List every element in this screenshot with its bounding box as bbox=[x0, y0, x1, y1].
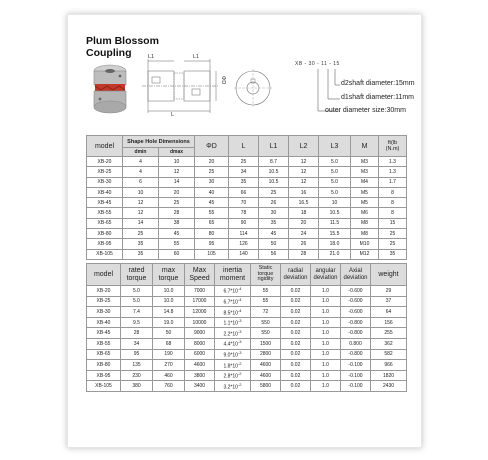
table-cell: $2.8*10^{-2}$ bbox=[215, 370, 251, 381]
col-l2: L2 bbox=[289, 136, 319, 157]
dim-l: L bbox=[171, 112, 175, 118]
table-cell: XB-45 bbox=[87, 198, 123, 208]
table-cell: 2800 bbox=[251, 349, 281, 360]
table-cell: $8.5*10^{-4}$ bbox=[215, 307, 251, 318]
table-cell: 56 bbox=[259, 249, 289, 259]
table-cell: $3.2*10^{-2}$ bbox=[215, 381, 251, 392]
table-cell: 10 bbox=[123, 187, 159, 197]
table-cell: M5 bbox=[351, 187, 379, 197]
table-cell: 14 bbox=[159, 177, 195, 187]
col-l3: L3 bbox=[319, 136, 351, 157]
table-cell: 35 bbox=[259, 218, 289, 228]
table-cell: 30 bbox=[195, 177, 229, 187]
table-row bbox=[87, 229, 407, 239]
table-cell: -0.100 bbox=[341, 381, 371, 392]
table-cell: 0.02 bbox=[281, 307, 311, 318]
table-cell: XB-25 bbox=[87, 296, 121, 307]
col-dmin: dmin bbox=[123, 148, 159, 157]
table-cell: 3400 bbox=[185, 381, 215, 392]
col-header: model bbox=[87, 264, 121, 286]
table-cell: 582 bbox=[371, 349, 407, 360]
table-cell: 29 bbox=[371, 286, 407, 297]
table-cell: XB-65 bbox=[87, 218, 123, 228]
table-cell: XB-105 bbox=[87, 249, 123, 259]
col-header: radial deviation bbox=[281, 264, 311, 286]
table-cell: 1.0 bbox=[311, 286, 341, 297]
table-cell: 64 bbox=[371, 307, 407, 318]
table-cell: 2430 bbox=[371, 381, 407, 392]
table-cell: 10.0 bbox=[153, 296, 185, 307]
table-row bbox=[87, 328, 407, 339]
table-cell: 7000 bbox=[185, 286, 215, 297]
table-cell: -0.800 bbox=[341, 317, 371, 328]
table-cell: 5.0 bbox=[319, 157, 351, 167]
table-cell: 1500 bbox=[251, 338, 281, 349]
table-cell: -0.600 bbox=[341, 296, 371, 307]
table-cell: -0.100 bbox=[341, 370, 371, 381]
table-cell: 60 bbox=[159, 249, 195, 259]
table-cell: 30 bbox=[259, 208, 289, 218]
table-cell: 34 bbox=[229, 167, 259, 177]
table-cell: XB-30 bbox=[87, 307, 121, 318]
table-cell: 11.5 bbox=[319, 218, 351, 228]
table-cell: 28 bbox=[121, 328, 153, 339]
table-cell: 5.0 bbox=[121, 286, 153, 297]
performance-table bbox=[86, 263, 407, 392]
table-cell: 26 bbox=[289, 239, 319, 249]
table-cell: M3 bbox=[351, 167, 379, 177]
col-ftlb: ft(lb (N.m) bbox=[379, 136, 407, 157]
table-cell: 18.0 bbox=[319, 239, 351, 249]
table-cell: XB-40 bbox=[87, 317, 121, 328]
table-row bbox=[87, 177, 407, 187]
model-code: XB - 30 - 11 - 15 bbox=[295, 61, 340, 67]
table-cell: 17000 bbox=[185, 296, 215, 307]
coupling-illustration bbox=[86, 61, 134, 117]
note-d1: d1shaft diameter:11mm bbox=[341, 94, 415, 101]
table-cell: 70 bbox=[229, 198, 259, 208]
table-cell: 37 bbox=[371, 296, 407, 307]
table-cell: 9000 bbox=[185, 328, 215, 339]
table-cell: XB-80 bbox=[87, 229, 123, 239]
col-header: inertia moment bbox=[215, 264, 251, 286]
table-cell: 4600 bbox=[185, 360, 215, 371]
table-row bbox=[87, 187, 407, 197]
table-row bbox=[87, 317, 407, 328]
col-header: Axial deviation bbox=[341, 264, 371, 286]
table-cell: 10 bbox=[159, 157, 195, 167]
table-cell: 12 bbox=[123, 208, 159, 218]
table-cell: 8000 bbox=[185, 338, 215, 349]
table-cell: 1.0 bbox=[311, 381, 341, 392]
table-cell: 105 bbox=[195, 249, 229, 259]
table-cell: 270 bbox=[153, 360, 185, 371]
coupling-side-drawing bbox=[138, 53, 228, 125]
table-cell: $6.7*10^{-4}$ bbox=[215, 296, 251, 307]
table-cell: M3 bbox=[351, 157, 379, 167]
table-cell: 25 bbox=[123, 229, 159, 239]
table-cell: 0.02 bbox=[281, 381, 311, 392]
table-cell: XB-80 bbox=[87, 360, 121, 371]
table-cell: 135 bbox=[121, 360, 153, 371]
table-cell: 34 bbox=[121, 338, 153, 349]
table-cell: 15 bbox=[379, 218, 407, 228]
table-cell: 18 bbox=[289, 208, 319, 218]
table-cell: $6.7*10^{-4}$ bbox=[215, 286, 251, 297]
product-title-line1: Plum Blossom bbox=[86, 35, 159, 47]
table-cell: 1.7 bbox=[379, 177, 407, 187]
dimensions-table bbox=[86, 135, 407, 260]
table-cell: 4600 bbox=[251, 360, 281, 371]
table-cell: 12 bbox=[289, 177, 319, 187]
table-cell: 21.0 bbox=[319, 249, 351, 259]
table-cell: 7.4 bbox=[121, 307, 153, 318]
table-cell: 25 bbox=[379, 239, 407, 249]
table-cell: XB-30 bbox=[87, 177, 123, 187]
table-cell: 95 bbox=[195, 239, 229, 249]
table-cell: 66 bbox=[229, 187, 259, 197]
table-cell: 10000 bbox=[185, 317, 215, 328]
table-cell: 10.5 bbox=[319, 208, 351, 218]
table-cell: -0.100 bbox=[341, 360, 371, 371]
table-cell: 1.0 bbox=[311, 338, 341, 349]
table-cell: 0.02 bbox=[281, 370, 311, 381]
col-header: Static torque rigidity bbox=[251, 264, 281, 286]
table-row bbox=[87, 208, 407, 218]
table-cell: 12 bbox=[289, 167, 319, 177]
table-cell: XB-95 bbox=[87, 370, 121, 381]
table-cell: 0.02 bbox=[281, 286, 311, 297]
table-cell: 1.3 bbox=[379, 167, 407, 177]
table-cell: 126 bbox=[229, 239, 259, 249]
table-cell: 0.02 bbox=[281, 349, 311, 360]
table-cell: 8 bbox=[379, 198, 407, 208]
col-od: ΦD bbox=[195, 136, 229, 157]
table-cell: 25 bbox=[195, 167, 229, 177]
table-cell: 1.0 bbox=[311, 349, 341, 360]
table-row bbox=[87, 370, 407, 381]
table-cell: 5800 bbox=[251, 381, 281, 392]
note-d2: d2shaft diameter:15mm bbox=[341, 80, 415, 87]
table-row bbox=[87, 249, 407, 259]
table-cell: $1.1*10^{-3}$ bbox=[215, 317, 251, 328]
table-cell: 140 bbox=[229, 249, 259, 259]
table-cell: $9.0*10^{-3}$ bbox=[215, 349, 251, 360]
product-title-line2: Coupling bbox=[86, 47, 132, 59]
col-l: L bbox=[229, 136, 259, 157]
table-cell: 5.0 bbox=[319, 177, 351, 187]
table-cell: 78 bbox=[229, 208, 259, 218]
table-row bbox=[87, 338, 407, 349]
col-dmax: dmax bbox=[159, 148, 195, 157]
table-cell: 15.5 bbox=[319, 229, 351, 239]
table-cell: 5.0 bbox=[319, 187, 351, 197]
table-cell: 0.02 bbox=[281, 338, 311, 349]
table-row bbox=[87, 286, 407, 297]
table-cell: 5.0 bbox=[319, 167, 351, 177]
table-cell: 10 bbox=[319, 198, 351, 208]
table-row bbox=[87, 307, 407, 318]
table-cell: 20 bbox=[159, 187, 195, 197]
table-cell: 35 bbox=[123, 249, 159, 259]
table-cell: 50 bbox=[259, 239, 289, 249]
table-cell: 230 bbox=[121, 370, 153, 381]
table-row bbox=[87, 296, 407, 307]
col-header: weight bbox=[371, 264, 407, 286]
table-cell: 14.8 bbox=[153, 307, 185, 318]
table-cell: 1.0 bbox=[311, 307, 341, 318]
table-cell: 1820 bbox=[371, 370, 407, 381]
table-cell: 12 bbox=[289, 157, 319, 167]
table-cell: 4 bbox=[123, 167, 159, 177]
table-cell: 90 bbox=[229, 218, 259, 228]
table-cell: M6 bbox=[351, 208, 379, 218]
table-cell: XB-20 bbox=[87, 157, 123, 167]
table-cell: 8 bbox=[379, 187, 407, 197]
col-model: model bbox=[87, 136, 123, 157]
table-row bbox=[87, 198, 407, 208]
dim-l1-left: L1 bbox=[148, 54, 155, 60]
table-cell: 156 bbox=[371, 317, 407, 328]
table-cell: XB-25 bbox=[87, 167, 123, 177]
table-cell: 10.0 bbox=[153, 286, 185, 297]
table-cell: 1.0 bbox=[311, 370, 341, 381]
table-cell: 68 bbox=[153, 338, 185, 349]
table-cell: 460 bbox=[153, 370, 185, 381]
col-header: rated torque bbox=[121, 264, 153, 286]
table-cell: 8 bbox=[379, 208, 407, 218]
table-cell: 0.02 bbox=[281, 328, 311, 339]
table-cell: 65 bbox=[195, 218, 229, 228]
col-header: max torque bbox=[153, 264, 185, 286]
table-cell: M8 bbox=[351, 229, 379, 239]
table-cell: 5.0 bbox=[121, 296, 153, 307]
table-cell: 114 bbox=[229, 229, 259, 239]
dim-d: ΦD bbox=[220, 75, 227, 85]
table-cell: -0.600 bbox=[341, 307, 371, 318]
table-cell: 45 bbox=[195, 198, 229, 208]
coupling-end-view bbox=[232, 67, 274, 109]
table-cell: 1.0 bbox=[311, 317, 341, 328]
table-cell: $1.8*10^{-2}$ bbox=[215, 360, 251, 371]
table-cell: 255 bbox=[371, 328, 407, 339]
table-cell: M4 bbox=[351, 177, 379, 187]
table-row bbox=[87, 381, 407, 392]
table-cell: 19.0 bbox=[153, 317, 185, 328]
table-cell: M12 bbox=[351, 249, 379, 259]
table-cell: XB-55 bbox=[87, 338, 121, 349]
table-cell: 25 bbox=[159, 198, 195, 208]
table-cell: 95 bbox=[121, 349, 153, 360]
table-cell: 760 bbox=[153, 381, 185, 392]
table-cell: 8.7 bbox=[259, 157, 289, 167]
table-cell: 4 bbox=[123, 157, 159, 167]
table-cell: M10 bbox=[351, 239, 379, 249]
table-cell: XB-55 bbox=[87, 208, 123, 218]
table-cell: 28 bbox=[289, 249, 319, 259]
table-cell: 10.5 bbox=[259, 167, 289, 177]
table-cell: XB-45 bbox=[87, 328, 121, 339]
note-outer: outer diameter size:30mm bbox=[325, 107, 406, 114]
table-cell: 24 bbox=[289, 229, 319, 239]
table-cell: $2.2*10^{-3}$ bbox=[215, 328, 251, 339]
table-cell: 0.800 bbox=[341, 338, 371, 349]
col-header: angular deviation bbox=[311, 264, 341, 286]
table-cell: 12000 bbox=[185, 307, 215, 318]
table-cell: 190 bbox=[153, 349, 185, 360]
table-cell: 20 bbox=[289, 218, 319, 228]
table-row bbox=[87, 360, 407, 371]
table-cell: 55 bbox=[159, 239, 195, 249]
dim-l1-right: L1 bbox=[193, 54, 200, 60]
table-row bbox=[87, 167, 407, 177]
table-cell: 25 bbox=[379, 229, 407, 239]
table-cell: 45 bbox=[159, 229, 195, 239]
table-cell: 20 bbox=[195, 157, 229, 167]
table-cell: 55 bbox=[195, 208, 229, 218]
table-cell: 550 bbox=[251, 328, 281, 339]
spec-sheet bbox=[67, 14, 422, 448]
table-cell: XB-105 bbox=[87, 381, 121, 392]
table-row bbox=[87, 349, 407, 360]
table-cell: 80 bbox=[195, 229, 229, 239]
table-cell: 1.0 bbox=[311, 296, 341, 307]
table-cell: 25 bbox=[259, 187, 289, 197]
table-cell: M5 bbox=[351, 198, 379, 208]
table-cell: 14 bbox=[123, 218, 159, 228]
table-cell: 16 bbox=[289, 187, 319, 197]
table-cell: 25 bbox=[229, 157, 259, 167]
table-cell: 16.5 bbox=[289, 198, 319, 208]
table-cell: 55 bbox=[251, 286, 281, 297]
table-cell: 12 bbox=[123, 198, 159, 208]
table-cell: 35 bbox=[379, 249, 407, 259]
col-header: Max Speed bbox=[185, 264, 215, 286]
table-cell: 26 bbox=[259, 198, 289, 208]
table-cell: 50 bbox=[153, 328, 185, 339]
table-row bbox=[87, 157, 407, 167]
table-cell: 10.5 bbox=[259, 177, 289, 187]
table-cell: 4600 bbox=[251, 370, 281, 381]
table-row bbox=[87, 239, 407, 249]
table-cell: 38 bbox=[159, 218, 195, 228]
table-cell: 550 bbox=[251, 317, 281, 328]
table-cell: 12 bbox=[159, 167, 195, 177]
table-cell: 35 bbox=[229, 177, 259, 187]
table-cell: XB-65 bbox=[87, 349, 121, 360]
table-cell: 9.5 bbox=[121, 317, 153, 328]
table-cell: 40 bbox=[195, 187, 229, 197]
col-m: M bbox=[351, 136, 379, 157]
table-cell: 0.02 bbox=[281, 317, 311, 328]
table-cell: 72 bbox=[251, 307, 281, 318]
table-cell: 28 bbox=[159, 208, 195, 218]
table-cell: 6 bbox=[123, 177, 159, 187]
table-cell: 362 bbox=[371, 338, 407, 349]
table-cell: M8 bbox=[351, 218, 379, 228]
table-cell: $4.4*10^{-3}$ bbox=[215, 338, 251, 349]
table-row bbox=[87, 218, 407, 228]
table-cell: -0.800 bbox=[341, 328, 371, 339]
table-cell: 45 bbox=[259, 229, 289, 239]
col-shape-hole: Shape Hole Dimensions bbox=[123, 136, 195, 148]
table-cell: -0.800 bbox=[341, 349, 371, 360]
table-cell: 1.0 bbox=[311, 360, 341, 371]
table-cell: XB-40 bbox=[87, 187, 123, 197]
table-cell: 966 bbox=[371, 360, 407, 371]
table-cell: 3800 bbox=[185, 370, 215, 381]
table-cell: 6000 bbox=[185, 349, 215, 360]
table-cell: 0.02 bbox=[281, 360, 311, 371]
table-cell: 1.3 bbox=[379, 157, 407, 167]
col-l1: L1 bbox=[259, 136, 289, 157]
table-cell: -0.600 bbox=[341, 286, 371, 297]
table-cell: 380 bbox=[121, 381, 153, 392]
table-cell: XB-95 bbox=[87, 239, 123, 249]
table-cell: 0.02 bbox=[281, 296, 311, 307]
table-cell: XB-20 bbox=[87, 286, 121, 297]
table-cell: 1.0 bbox=[311, 328, 341, 339]
table-cell: 55 bbox=[251, 296, 281, 307]
table-cell: 35 bbox=[123, 239, 159, 249]
